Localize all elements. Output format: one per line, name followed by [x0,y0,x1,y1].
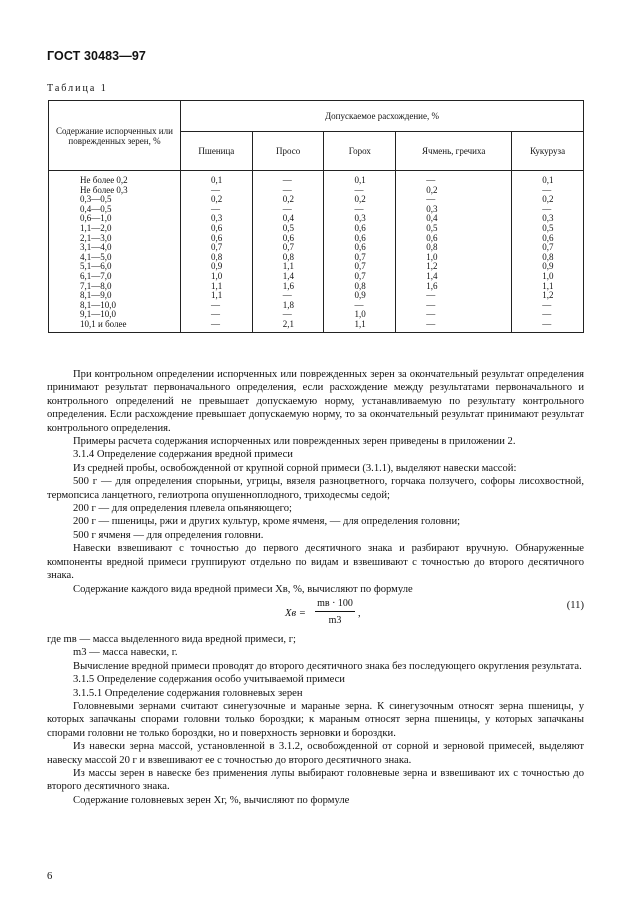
table-cell: — [512,205,584,215]
body-text [47,368,584,807]
row-label: 6,1—7,0 [49,272,181,282]
table-cell: 0,6 [512,234,584,244]
column-header-content: Содержание испорченных или поврежденных зерен, % [49,101,181,171]
document-header: ГОСТ 30483—97 [47,49,146,63]
row-label: Не более 0,3 [49,186,181,196]
table-cell: 0,4 [396,214,512,224]
table-cell: — [252,186,324,196]
table-row [49,262,584,272]
paragraph: Примеры расчета содержания испорченных или поврежденных зерен приведены в приложении 2. [73,436,516,448]
table-cell: — [252,171,324,186]
table-cell: — [396,301,512,311]
section-heading: 3.1.5.1 Определение содержания головневых зерен [73,687,303,699]
formula-number: (11) [566,599,584,611]
table-cell: 0,6 [181,234,253,244]
table-cell: 0,2 [396,186,512,196]
row-label: 1,1—2,0 [49,224,181,234]
row-label: 7,1—8,0 [49,282,181,292]
row-label: 8,1—9,0 [49,291,181,301]
paragraph: При контрольном определении испорченных или поврежденных зерен за окончательный результат определения принимают результат первоначального определения, если расхождение между результатами первоначального и контрольного определений не превышает допускаемую норму, устанавливаемую по результату контрольного определения. Если расхождение превышает допускаемую норму, то за окончательный результат принимают результат контрольного определения. [47,369,584,434]
paragraph: m3 — масса навески, г. [73,647,178,659]
table-row [49,195,584,205]
row-label: 10,1 и более [49,320,181,332]
table-cell: 1,0 [324,310,396,320]
paragraph: Вычисление вредной примеси проводят до второго десятичного знака без последующего округления результата. [73,660,582,672]
table-cell: 1,1 [181,291,253,301]
table-cell: — [512,186,584,196]
paragraph: Навески взвешивают с точностью до первого десятичного знака и разбирают вручную. Обнаруженные компоненты вредной примеси группируют отдельно по видам и взвешивают с точностью до второго десятичного знака. [47,543,584,582]
paragraph: Из навески зерна массой, установленной в 3.1.2, освобожденной от сорной и зерновой примесей, выделяют навеску массой 20 г и взвешивают ее с точностью до второго десятичного знака. [47,741,584,766]
table-cell: — [252,291,324,301]
table-cell: 0,7 [324,262,396,272]
section-heading: 3.1.4 Определение содержания вредной примеси [73,449,293,461]
table-cell: 0,6 [396,234,512,244]
table-cell: 1,1 [512,282,584,292]
table-cell: — [324,205,396,215]
column-header: Просо [252,132,324,171]
table-cell: 0,4 [252,214,324,224]
table-cell: — [181,310,253,320]
table-cell: — [181,320,253,332]
table-cell: — [396,320,512,332]
table-cell: 0,2 [181,195,253,205]
table-cell: 1,1 [181,282,253,292]
row-label: 5,1—6,0 [49,262,181,272]
table-cell: 0,9 [181,262,253,272]
paragraph: 500 г ячменя — для определения головни. [73,529,264,541]
table-row [49,253,584,263]
table-cell: — [324,301,396,311]
table-cell: 1,0 [396,253,512,263]
column-header: Горох [324,132,396,171]
table-cell: 0,3 [512,214,584,224]
paragraph: Содержание головневых зерен Xг, %, вычисляют по формуле [73,794,350,806]
table-cell: 0,3 [181,214,253,224]
table-cell: 0,8 [252,253,324,263]
paragraph: Из средней пробы, освобожденной от крупной сорной примеси (3.1.1), выделяют навески массой: [73,462,517,474]
table-cell: 0,2 [252,195,324,205]
paragraph: 200 г — пшеницы, ржи и других культур, кроме ячменя, — для определения головни; [73,516,461,528]
table-row [49,301,584,311]
table-cell: — [252,205,324,215]
table-cell: 1,2 [512,291,584,301]
table-cell: 0,5 [396,224,512,234]
table-cell: 1,0 [181,272,253,282]
formula-denominator: m3 [328,615,342,627]
table-cell: 0,6 [181,224,253,234]
formula-numerator: mв · 100 [315,597,355,612]
formula-fraction [315,597,355,628]
paragraph: 200 г — для определения плевела опьяняющего; [73,503,292,515]
table-cell: 1,1 [324,320,396,332]
column-header: Ячмень, гречиха [396,132,512,171]
row-label: 3,1—4,0 [49,243,181,253]
row-label: 0,6—1,0 [49,214,181,224]
table-cell: 0,2 [512,195,584,205]
table-cell: 1,0 [512,272,584,282]
table-row [49,291,584,301]
row-label: 4,1—5,0 [49,253,181,263]
table-cell: 1,4 [396,272,512,282]
section-heading: 3.1.5 Определение содержания особо учитываемой примеси [73,674,345,686]
table-row [49,224,584,234]
table-row [49,272,584,282]
row-label: 8,1—10,0 [49,301,181,311]
table-cell: — [324,186,396,196]
row-label: 2,1—3,0 [49,234,181,244]
table-cell: 0,7 [181,243,253,253]
table-cell: — [181,301,253,311]
table-cell: 1,8 [252,301,324,311]
table-cell: 1,4 [252,272,324,282]
table-row [49,214,584,224]
row-label: 0,4—0,5 [49,205,181,215]
table-cell: 0,8 [512,253,584,263]
tolerance-table [48,100,584,333]
table-row [49,310,584,320]
table-cell: — [512,320,584,332]
formula-11: Xв = mв · 100 m3 , (11) [285,597,584,627]
table-caption: Таблица 1 [47,83,108,94]
table-cell: — [512,301,584,311]
table-cell: 0,2 [324,195,396,205]
table-cell: 1,1 [252,262,324,272]
column-header: Пшеница [181,132,253,171]
table-cell: 1,6 [252,282,324,292]
table-cell: 0,5 [252,224,324,234]
table-cell: 0,7 [252,243,324,253]
column-header: Кукуруза [512,132,584,171]
table-row [49,186,584,196]
table-cell: 0,6 [252,234,324,244]
table-cell: — [396,195,512,205]
table-cell: 0,6 [324,234,396,244]
table-cell: 0,8 [324,282,396,292]
table-cell: 0,6 [324,224,396,234]
table-cell: — [252,310,324,320]
page-number: 6 [47,871,53,882]
paragraph: Содержание каждого вида вредной примеси Xв, %, вычисляют по формуле [73,583,413,595]
formula-lhs: Xв = [285,607,306,619]
table-row [49,171,584,186]
row-label: 0,3—0,5 [49,195,181,205]
table-cell: 0,8 [396,243,512,253]
table-row [49,234,584,244]
table-cell: 1,2 [396,262,512,272]
paragraph: Из массы зерен в навеске без применения лупы выбирают головневые зерна и взвешивают их с точностью до второго десятичного знака. [47,767,584,793]
row-label: Не более 0,2 [49,171,181,186]
table-row [49,282,584,292]
table-row [49,243,584,253]
table-cell: 0,7 [512,243,584,253]
table-cell: 0,9 [512,262,584,272]
table-cell: — [512,310,584,320]
table-row [49,320,584,332]
table-row [49,205,584,215]
table-cell: 0,5 [512,224,584,234]
table-cell: 0,1 [512,171,584,186]
table-cell: — [396,171,512,186]
table-cell: 0,8 [181,253,253,263]
table-cell: — [396,291,512,301]
table-cell: 1,6 [396,282,512,292]
table-cell: 0,3 [324,214,396,224]
table-cell: 0,1 [324,171,396,186]
table-cell: 0,1 [181,171,253,186]
table-cell: 2,1 [252,320,324,332]
table-cell: 0,3 [396,205,512,215]
paragraph: 500 г — для определения спорыньи, угрицы, вязеля разноцветного, горчака ползучего, софоры лисохвостной, термопсиса ланцетного, гелиотропа опушенноплодного, триходесмы седой; [47,476,584,501]
table-cell: — [396,310,512,320]
paragraph: Головневыми зернами считают синегузочные и мараные зерна. К синегузочным относят зерна пшеницы, у которых запачканы спорами головни только бороздки; к мараным относят зерна пшеницы, у которых запачканы спорами головни не только бороздки, но и поверхность зерновки и бороздки. [47,700,584,739]
table-cell: — [181,186,253,196]
row-label: 9,1—10,0 [49,310,181,320]
column-group-header: Допускаемое расхождение, % [181,101,584,132]
table-cell: 0,9 [324,291,396,301]
table-cell: — [181,205,253,215]
table-cell: 0,7 [324,253,396,263]
table-cell: 0,6 [324,243,396,253]
paragraph: где mв — масса выделенного вида вредной примеси, г; [47,633,296,645]
table-cell: 0,7 [324,272,396,282]
